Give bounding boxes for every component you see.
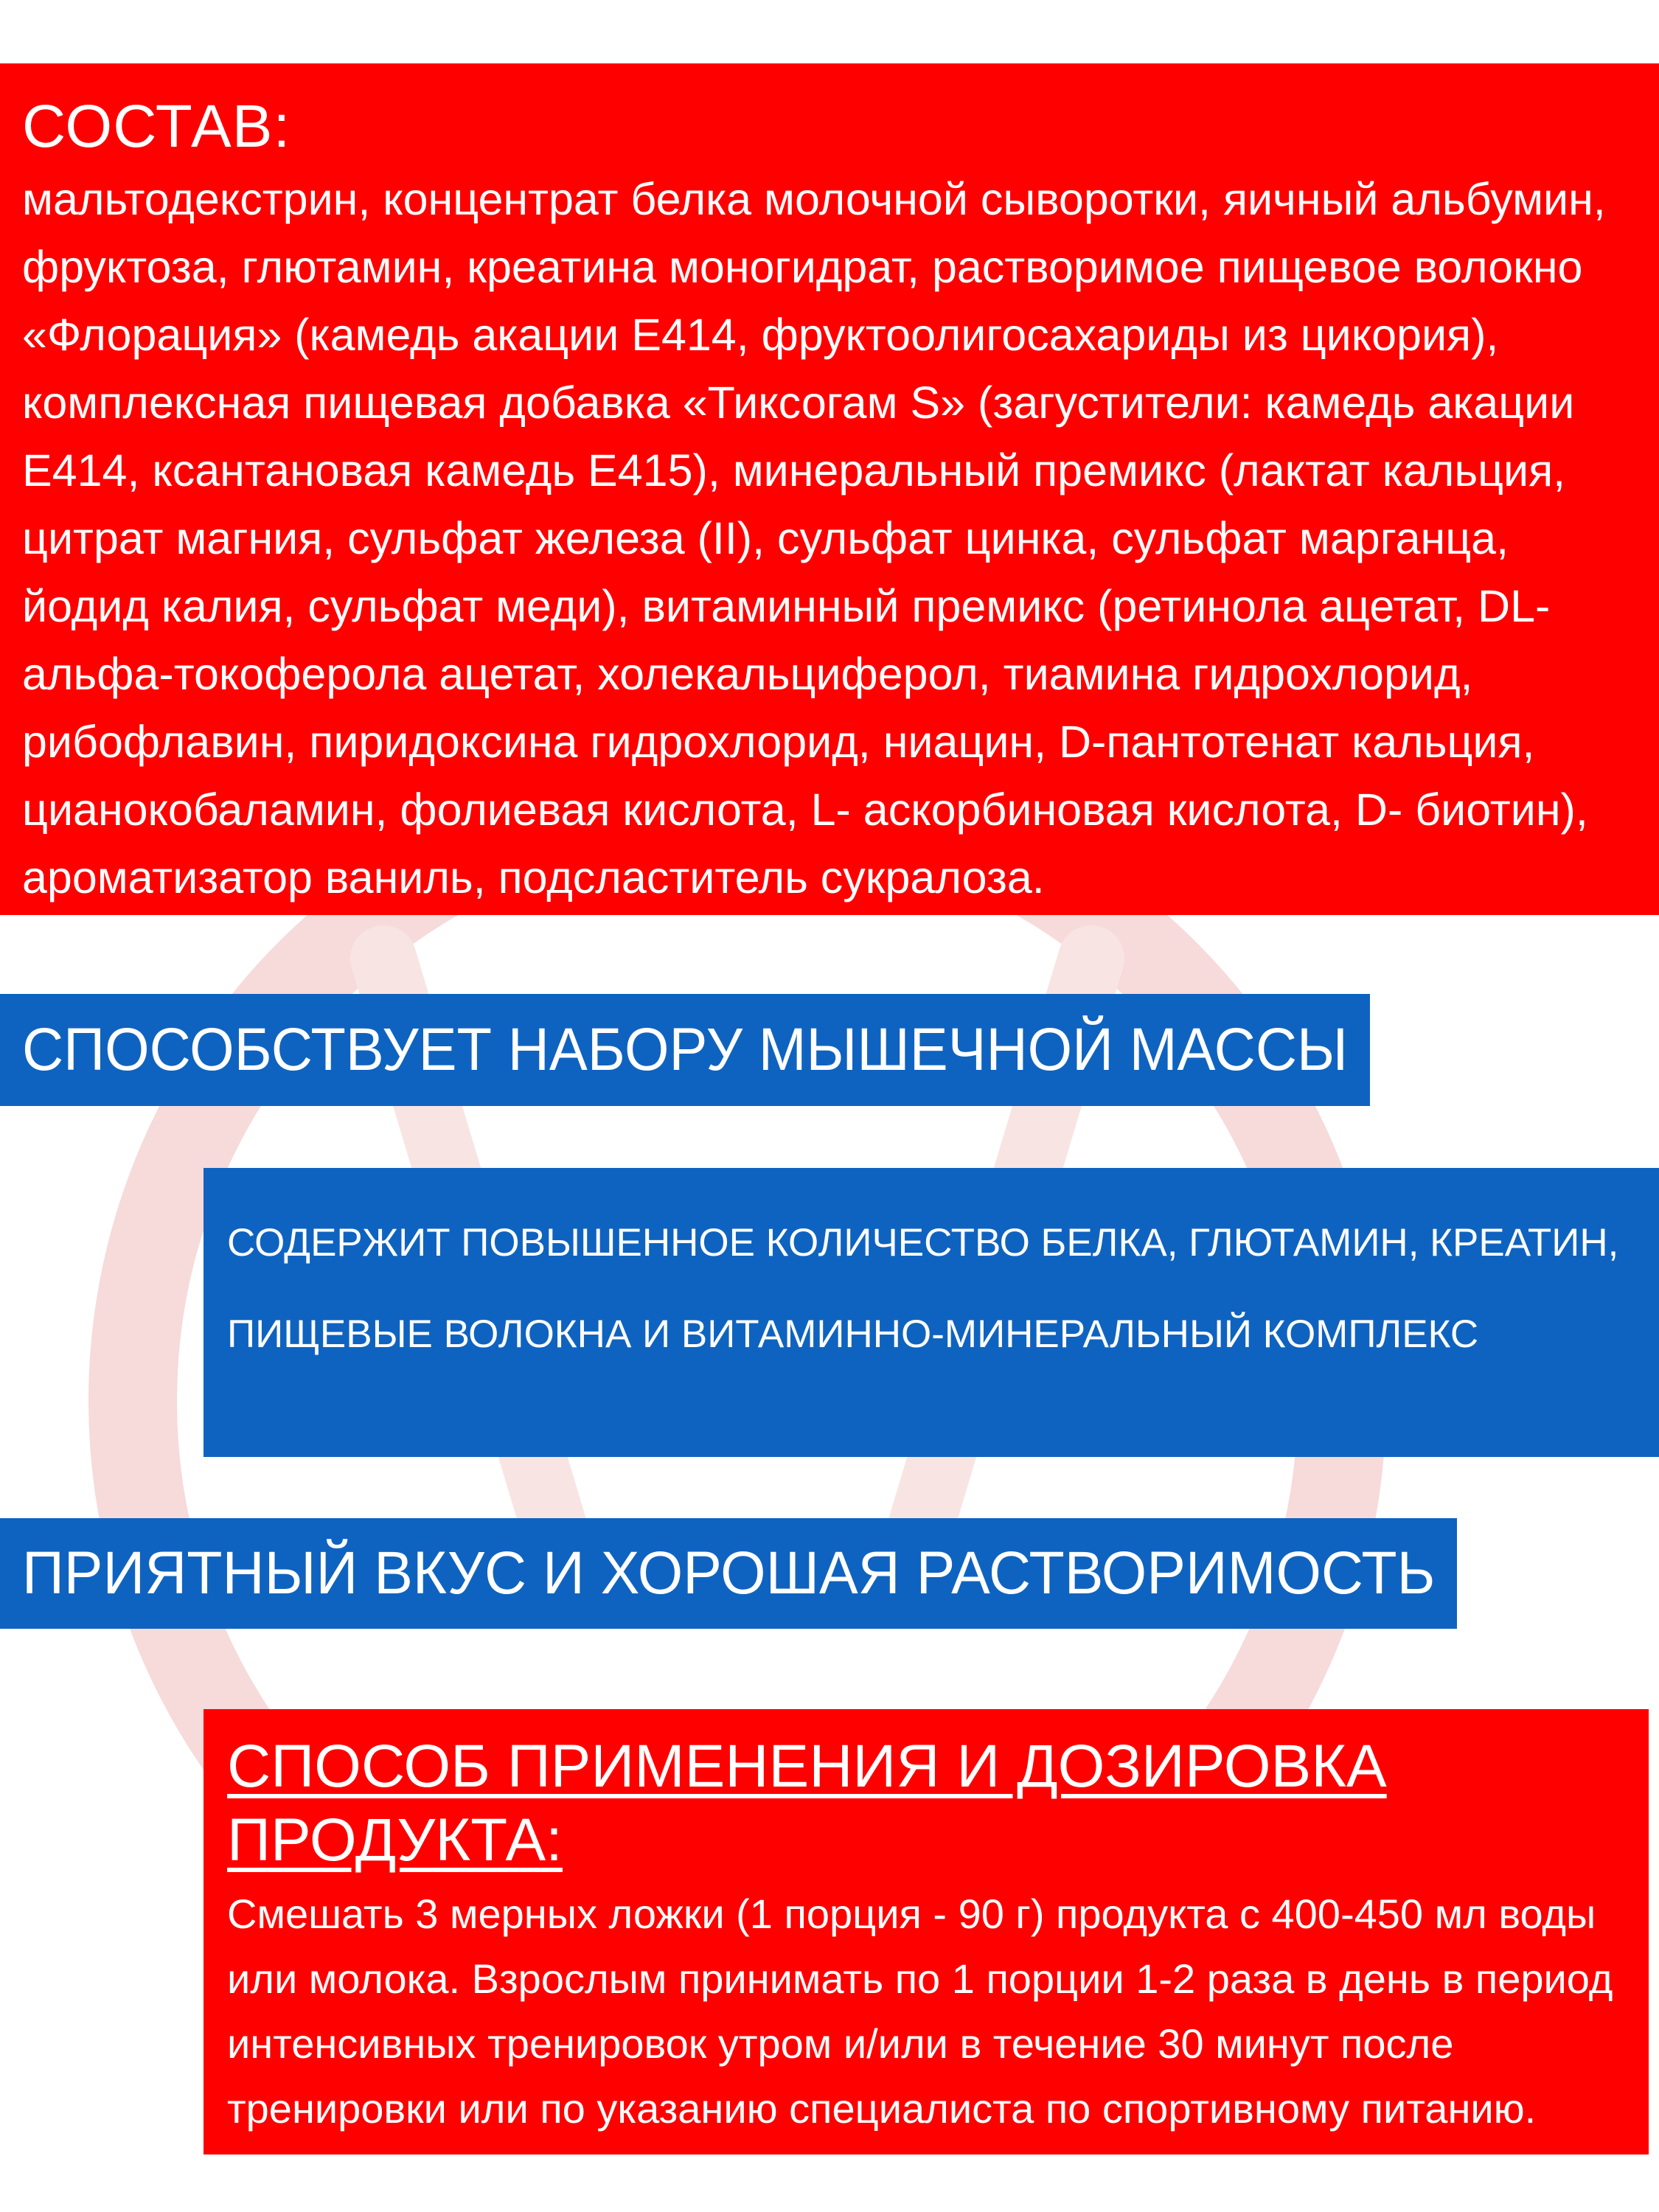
composition-panel [0,63,1659,915]
usage-text: Смешать 3 мерных ложки (1 порция - 90 г) продукта с 400-450 мл воды или молока. Взрослым принимать по 1 порции 1-2 раза в день в период интенсивных тренировок утром и/или в течение 30 минут после тренировки или по указанию специалиста по спортивному питанию. [227,1891,1613,2132]
benefit-contents-text: СОДЕРЖИТ ПОВЫШЕННОЕ КОЛИЧЕСТВО БЕЛКА, ГЛЮТАМИН, КРЕАТИН, ПИЩЕВЫЕ ВОЛОКНА И ВИТАМИННО-МИНЕРАЛЬНЫЙ КОМПЛЕКС [227,1221,1619,1356]
composition-heading: СОСТАВ: [22,93,291,160]
composition-text: мальтодекстрин, концентрат белка молочной сыворотки, яичный альбумин, фруктоза, глютамин, креатина моногидрат, растворимое пищевое волокно «Флорация» (камедь акации Е414, фруктоолигосахариды из цикория), комплексная пищевая добавка «Тиксогам S» (загустители: камедь акации Е414, ксантановая камедь Е415), минеральный премикс (лактат кальция, цитрат магния, сульфат железа (II), сульфат цинка, сульфат марганца, йодид калия, сульфат меди), витаминный премикс (ретинола ацетат, DL-альфа-токоферола ацетат, холекальциферол, тиамина гидрохлорид, рибофлавин, пиридоксина гидрохлорид, ниацин, D-пантотенат кальция, цианокобаламин, фолиевая кислота, L- аскорбиновая кислота, D- биотин), ароматизатор ваниль, подсластитель сукралоза. [22,174,1606,902]
benefit-taste-banner [0,1518,1457,1629]
usage-panel [204,1709,1649,2154]
benefit-muscle-text: СПОСОБСТВУЕТ НАБОРУ МЫШЕЧНОЙ МАССЫ [22,1016,1348,1083]
usage-heading: СПОСОБ ПРИМЕНЕНИЯ И ДОЗИРОВКА ПРОДУКТА: [227,1733,1387,1874]
benefit-muscle-banner [0,994,1370,1106]
benefit-contents-banner [204,1168,1659,1457]
benefit-taste-text: ПРИЯТНЫЙ ВКУС И ХОРОШАЯ РАСТВОРИМОСТЬ [22,1540,1436,1607]
